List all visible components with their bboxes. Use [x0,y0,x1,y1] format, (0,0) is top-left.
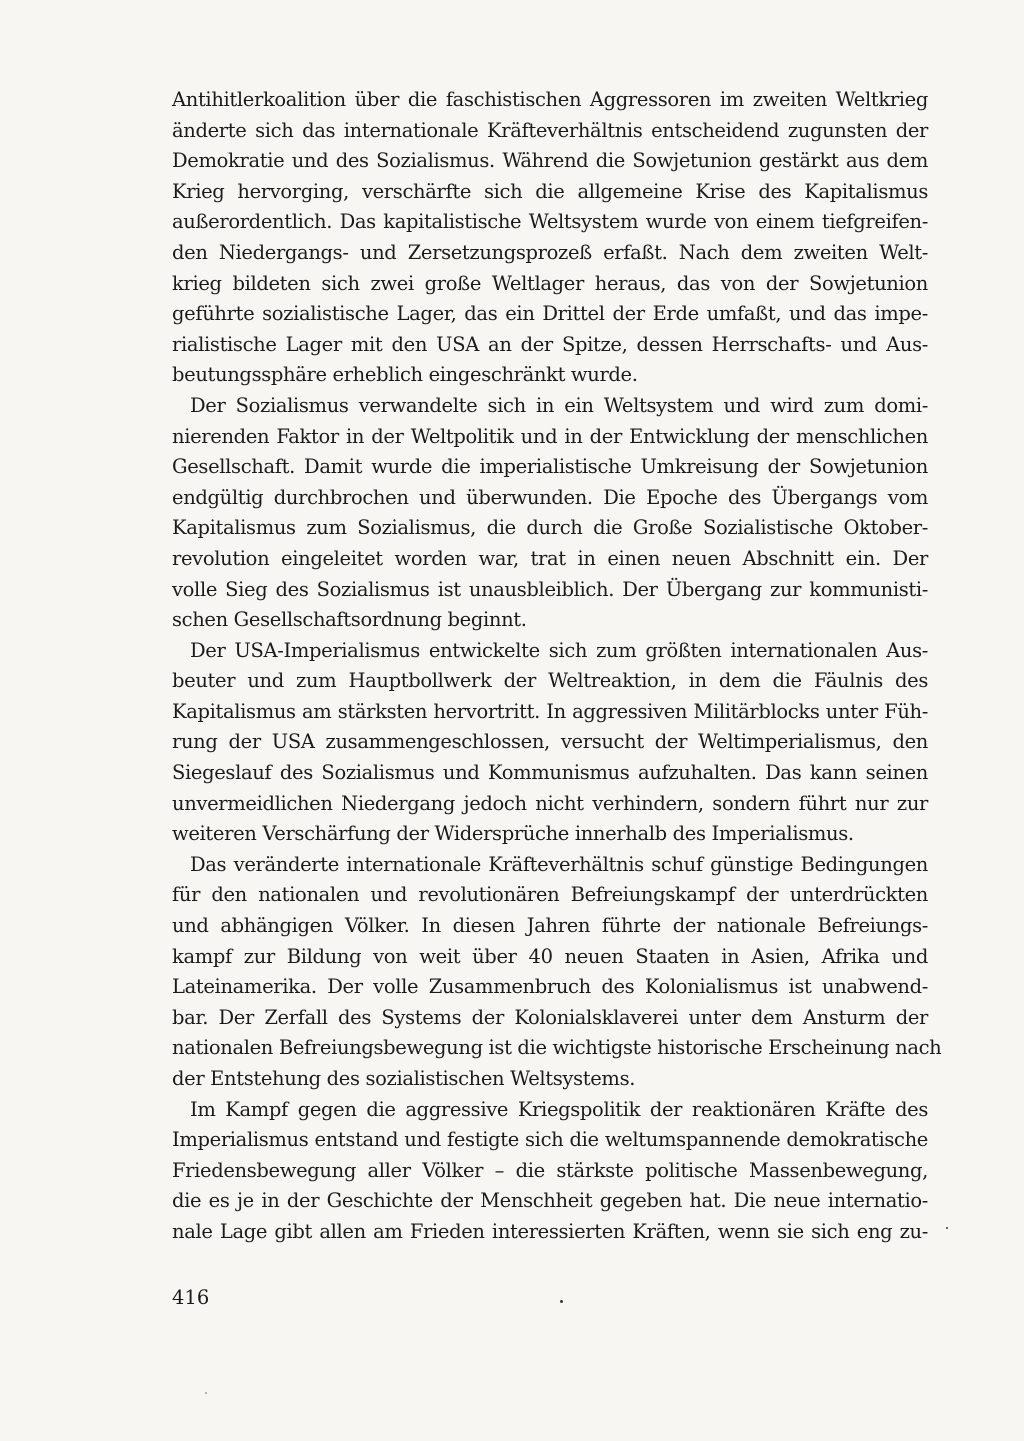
text-line: den Niedergangs- und Zersetzungsprozeß erfaßt. Nach dem zweiten Welt- [172,240,928,264]
paragraph [172,391,928,636]
paragraph [172,85,928,391]
text-line: außerordentlich. Das kapitalistische Weltsystem wurde von einem tiefgreifen- [172,210,928,234]
text-line: volle Sieg des Sozialismus ist unausbleiblich. Der Übergang zur kommunisti- [172,577,928,601]
text-line: beuter und zum Hauptbollwerk der Weltreaktion, in dem die Fäulnis des [172,669,928,693]
text-line: bar. Der Zerfall des Systems der Kolonialsklaverei unter dem Ansturm der [172,1005,928,1029]
text-line: weiteren Verschärfung der Widersprüche innerhalb des Imperialismus. [172,822,854,846]
text-line: Der USA-Imperialismus entwickelte sich zum größten internationalen Aus- [190,638,928,662]
text-line: Antihitlerkoalition über die faschistischen Aggressoren im zweiten Weltkrieg [172,88,928,111]
paragraph [172,1095,928,1248]
text-line: schen Gesellschaftsordnung beginnt. [172,608,527,632]
text-line: Der Sozialismus verwandelte sich in ein Weltsystem und wird zum domi- [190,393,928,417]
text-line: nale Lage gibt allen am Frieden interessierten Kräften, wenn sie sich eng zu- [172,1219,928,1243]
text-line: Kapitalismus zum Sozialismus, die durch die Große Sozialistische Oktober- [172,516,928,540]
text-line: Demokratie und des Sozialismus. Während die Sowjetunion gestärkt aus dem [172,149,928,173]
text-line: die es je in der Geschichte der Menschheit gegeben hat. Die neue internatio- [172,1189,928,1213]
print-speck [205,1392,207,1394]
text-line: Krieg hervorging, verschärfte sich die allgemeine Krise des Kapitalismus [172,179,928,203]
text-line: Lateinamerika. Der volle Zusammenbruch des Kolonialismus ist unabwend- [172,975,928,999]
paragraph [172,850,942,1095]
text-line: der Entstehung des sozialistischen Weltsystems. [172,1067,636,1090]
print-speck [946,1227,948,1229]
text-line: kampf zur Bildung von weit über 40 neuen Staaten in Asien, Afrika und [172,944,928,968]
text-line: krieg bildeten sich zwei große Weltlager heraus, das von der Sowjetunion [172,271,928,295]
text-line: rialistische Lager mit den USA an der Spitze, dessen Herrschafts- und Aus- [172,332,928,356]
text-line: nationalen Befreiungsbewegung ist die wichtigste historische Erscheinung nach [172,1036,942,1060]
text-line: endgültig durchbrochen und überwunden. Die Epoche des Übergangs vom [172,485,928,509]
text-line: Gesellschaft. Damit wurde die imperialistische Umkreisung der Sowjetunion [172,455,928,479]
body-text [172,85,942,1248]
text-line: Kapitalismus am stärksten hervortritt. In aggressiven Militärblocks unter Füh- [172,699,928,723]
text-line: änderte sich das internationale Kräfteverhältnis entscheidend zugunsten der [172,118,928,142]
text-line: geführte sozialistische Lager, das ein Drittel der Erde umfaßt, und das impe- [172,302,928,326]
page-number: 416 [172,1286,210,1309]
text-line: nierenden Faktor in der Weltpolitik und in der Entwicklung der menschlichen [172,424,928,448]
text-line: Im Kampf gegen die aggressive Kriegspolitik der reaktionären Kräfte des [190,1097,928,1121]
print-speck [560,1300,563,1303]
text-line: revolution eingeleitet worden war, trat in einen neuen Abschnitt ein. Der [172,546,928,570]
text-line: Imperialismus entstand und festigte sich die weltumspannende demokratische [172,1128,928,1152]
text-line: Friedensbewegung aller Völker – die stärkste politische Massenbewegung, [172,1158,928,1182]
text-line: beutungssphäre erheblich eingeschränkt wurde. [172,363,638,387]
text-line: Siegeslauf des Sozialismus und Kommunismus aufzuhalten. Das kann seinen [172,761,928,785]
paragraph [172,636,928,850]
text-line: und abhängigen Völker. In diesen Jahren führte der nationale Befreiungs- [172,914,928,938]
text-line: unvermeidlichen Niedergang jedoch nicht verhindern, sondern führt nur zur [172,791,928,815]
text-line: für den nationalen und revolutionären Befreiungskampf der unterdrückten [172,883,928,907]
text-line: rung der USA zusammengeschlossen, versucht der Weltimperialismus, den [172,730,928,754]
text-line: Das veränderte internationale Kräfteverhältnis schuf günstige Bedingungen [190,852,928,876]
